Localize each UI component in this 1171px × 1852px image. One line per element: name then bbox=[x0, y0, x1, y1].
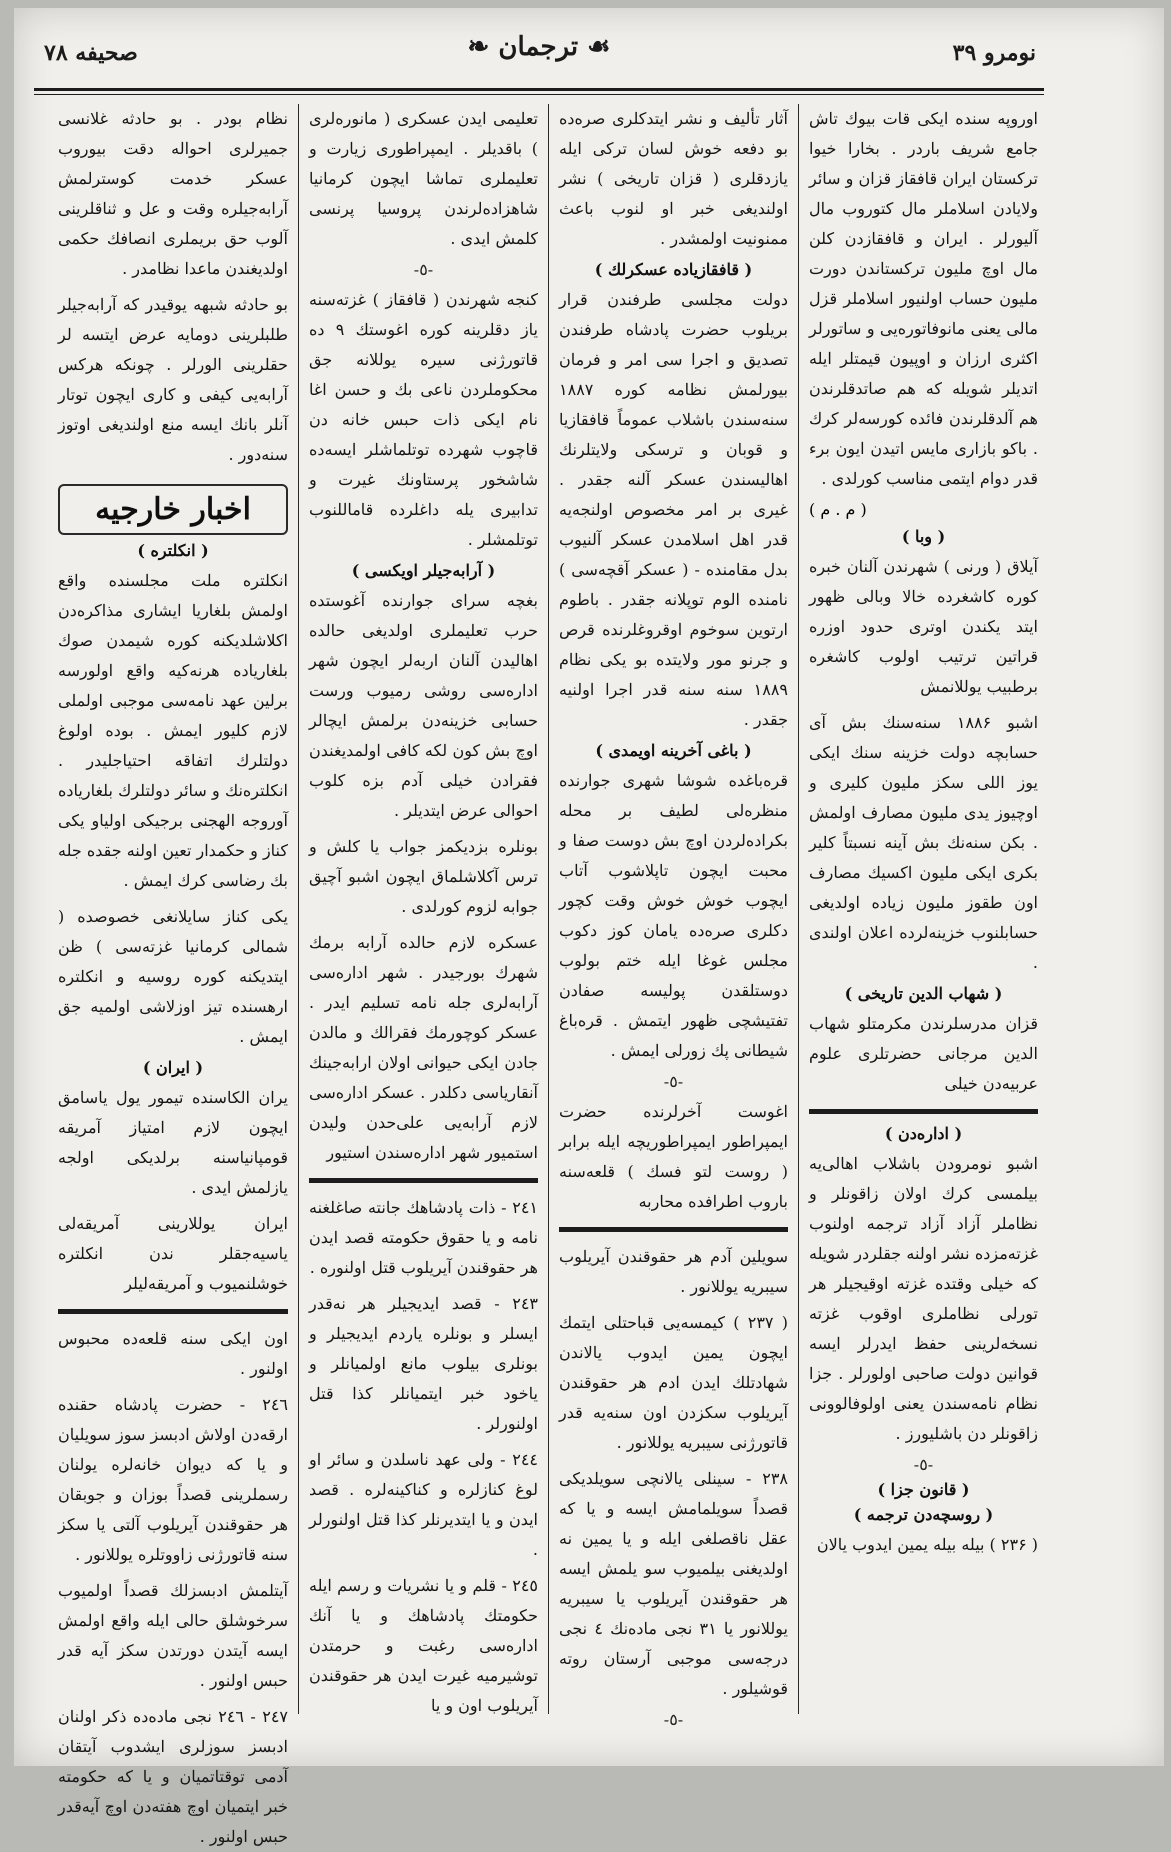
heading-waba: ( وبا ) bbox=[901, 527, 946, 546]
article-iran-rail: یران الکاسنده تیمور یول یاسامق ایچون لازم امتیاز آمریقه قومپانیاسنه برلدیکی اولجه یازلمش ایدی . bbox=[58, 1088, 288, 1197]
newspaper-page bbox=[14, 8, 1164, 1846]
article-trade: اوروپه سنده ایکی قات بیوك تاش جامع شریف باردر . بخارا خیوا ترکستان ایران قافقاز قزان و سائر ولایادن اسلاملر مال کتوروب مال آلیورلر . ایران و قافقازدن کلن مال اوچ ملیون ترکستاندن دورت ملیون حساب اولنیور اسلاملر قزل مالی یعنی مانوفاتوره‌یی و ساتورلر اکثری ارزان و اوپیون قیمتلر ایله اتدیلر شویله که هم صاتدقلرندن هم آلدقلرندن فائده کورسه‌لر کرك . باکو بازاری مایس اتیدن ایون برء قدر دوام ایتمی مناسب کورلدی . bbox=[809, 109, 1038, 488]
column-2 bbox=[548, 104, 798, 1729]
masthead bbox=[34, 26, 1044, 84]
article-law-a: سویلین آدم هر حقوقندن آیریلوب سیبریه یوللانور . bbox=[559, 1247, 788, 1296]
article-maneuvers: تعلیمی ایدن عسکری ( مانوره‌لری ) باقدیلر . ایمپراطوری زیارت و تعلیملری تماشا ایچون کرمانیا شاهزاده‌لرندن پروسیا پرنسی کلمش ایدی . bbox=[309, 109, 538, 248]
divider: -٥- bbox=[913, 1455, 934, 1474]
column-1 bbox=[798, 104, 1048, 1714]
heading-rus: ( روسچه‌دن ترجمه ) bbox=[853, 1505, 994, 1524]
article-243: ۲٤۳ - قصد ایدیجیلر هر نه‌قدر ایسلر و بونلره یاردم ایدیجیلر و بونلری بیلوب مانع اولمیانلر و یاخود خبر ایتمیانلر کذا قتل اولنورلر . bbox=[309, 1294, 538, 1433]
article-araba-1: بغچه سرای جوارنده آغوستده حرب تعلیملری اولدیغی حالده اهالیدن آلنان اربه‌لر ایچون شهر اداره‌سی روشی رمیوب ورست حسابی خزینه‌دن برلمش ایچالر اوچ بش کون لکه کافی اولمدیغندن فقرادن خیلی آدم بزه کلوب احوالی عرض ایتدیلر . bbox=[309, 591, 538, 820]
divider: -٥- bbox=[413, 260, 434, 279]
article-law-b: اون ایکی سنه قلعه‌ده محبوس اولنور . bbox=[58, 1329, 288, 1378]
article-bulgaria: انکلتره ملت مجلسنده واقع اولمش بلغاریا ایشاری مذاکره‌دن اکلاشلدیکنه کوره شیمدن صوك بلغاریاده هرنه‌کیه واقع اولورسه برلین عهد نامه‌سی موجبی اولملی لازم کلیور ایمش . بوده اولوغ دولتلرك اتفاقه احتیاجلیدر . انکلتره‌نك و سائر دولتلرك بلغاریاده آوروجه الهجنی برجیکی اولیاو یکی کناز و حکمدار تعین اولنه جقده جله بك رضاسی کرك ایمش . bbox=[58, 571, 288, 890]
article-237: ( ۲۳۷ ) کیمسه‌یی قباحتلی ایتمك ایچون یمین ایدوب یالاندن شهادتلك ایدن ادم هر حقوقندن آیریلوب سکزدن اون سنه‌یه قدر قاتورژنی سیبریه یوللانور . bbox=[559, 1313, 789, 1452]
article-244: ۲٤٤ - ولی عهد ناسلدن و سائر او لوغ کنازلره و کناکینه‌لره . قصد ایدن و یا ایتدیرنلر کذا قتل اولنورلر . bbox=[309, 1450, 538, 1559]
heading-shihab: ( شهاب الدین تاریخی ) bbox=[844, 984, 1003, 1003]
signature: ( م . م ) bbox=[809, 500, 867, 519]
heading-kanun: ( قانون جزا ) bbox=[877, 1480, 970, 1499]
heading-akhira: ( باغی آخرینه اویمدی ) bbox=[595, 741, 752, 760]
article-236: ( ۲۳۶ ) بیله بیله یمین ایدوب یالان bbox=[816, 1535, 1038, 1554]
article-245: ۲٤٥ - قلم و یا نشریات و رسم ایله حکومتك پادشاهك و یا آنك اداره‌سی رغبت و حرمتدن توشیرمیه غیرت ایدن هر حقوقندن آیریلوب اون و یا bbox=[309, 1576, 538, 1715]
section-rule bbox=[559, 1227, 788, 1232]
article-ganja: کنجه شهرندن ( قافقاز ) غزته‌سنه یاز دقلرینه کوره اغوستك ۹ ده قاتورژنی سیره یوللانه جق محکوملردن ناعی بك و حسن اغا نام ایکی ذات حبس خانه دن قاچوب شهرده توتلماشلر ایسه‌ده شاشخور پرستاونك غیرت و تدابیری یله داغلرده قاماللنوب توتلمشلر . bbox=[309, 290, 538, 549]
newspaper-title bbox=[468, 32, 611, 62]
masthead-rule bbox=[34, 88, 1044, 91]
heading-idare: ( اداره‌دن ) bbox=[884, 1124, 963, 1143]
ornament-right-icon: ❧ bbox=[467, 32, 490, 62]
divider: -٥- bbox=[663, 1710, 684, 1729]
section-rule bbox=[58, 1309, 288, 1314]
title-text: ترجمان bbox=[498, 32, 579, 62]
section-rule bbox=[309, 1178, 538, 1183]
column-3 bbox=[298, 104, 548, 1714]
masthead-rule-thin bbox=[34, 94, 1044, 95]
columns bbox=[48, 104, 1048, 1846]
article-new-prince: یکی کناز سایلانغی خصوصده ( شمالی کرمانیا غزته‌سی ) ظن ایتدیکنه کوره روسیه و انکلتره ارهسنده تیز اوزلاشی اولمیه جق ایمش . bbox=[58, 907, 288, 1046]
divider: -٥- bbox=[663, 1072, 684, 1091]
article-karabagh: قره‌باغده شوشا شهری جوارنده منظره‌لی لطیف بر محله بکراده‌لردن اوچ بش دوست صفا و محبت ایچون تاپلاشوب آتاب ایچوب خوش خوش وقت کچور دکلری صره‌ده یامان کوز دکوب مجلس غوغا ایله ختم بولوب دوستلقدن پولیسه صفادن تفتیشچی ظهور ایتمش . قره‌باغ شیطانی پك زورلی ایمش . bbox=[559, 771, 788, 1060]
page-number: صحیفه ۷۸ bbox=[44, 40, 138, 66]
article-askerlik: دولت مجلسی طرفندن قرار بریلوب حضرت پادشاه طرفندن تصدیق و اجرا سی امر و فرمان بیورلمش نظامه کوره ۱۸۸۷ سنه‌سندن باشلاب عموماً قافقازیا و قوبان و ترسکی ولایتلرنك اهالیسندن عسکر آلنه جقدر . غیری بر امر مخصوص اولنجه‌یه قدر اهل اسلامدن عسکر آلنیوب بدل مقامنده - ( عسکر آقچه‌سی ) نامنده الوم توپلانه جقدر . باطوم ارتوین سوخوم اوقروغلرنده قرص و جرنو مور ولایتده بو یکی نظام ۱۸۸۹ سنه سنه قدر اجرا اولنیه جقدر . bbox=[559, 290, 788, 729]
article-araba-2: بونلره بزدیکمز جواب یا کلش و ترس آکلاشلماق ایچون اشبو آچیق جوابه لزوم کورلدی . bbox=[309, 837, 538, 916]
article-247: ۲٤۷ - ۲٤٦ نجی ماده‌ده ذکر اولنان ادبسز سوزلری ایشدوب آیتقان آدمی توقتاتمیان و یا که حکومته خبر ایتمیان اوچ هفته‌دن اوچ آیه‌قدر حبس اولنور . bbox=[58, 1707, 288, 1846]
article-treasury: اشبو ۱۸۸۶ سنه‌سنك بش آی حسابچه دولت خزینه سنك ایکی یوز اللی سکز ملیون کلیری و اوچیوز یدی ملیون مصارف اولمش . بکن سنه‌نك بش آینه نسبتاً کلیر بکری ایکی ملیون اکسیك مصارف اون طقوز ملیون زیاده اولدیغی حسابلنوب خزینه‌لرده اعلان اولندی . bbox=[809, 713, 1039, 972]
article-araba-5: بو حادثه شبهه یوقیدر که آرابه‌جیلر طلبلرینی دومایه عرض ایتسه لر حقلرینی الورلر . چونکه هرکس آرابه‌یی کیفی و کاری ایچون توتار آنلر بانك ایسه منع اولندیغی اوتوز سنه‌دور . bbox=[58, 295, 288, 464]
article-kazan-history: آثار تألیف و نشر ایتدکلری صره‌ده بو دفعه خوش لسان ترکی ایله یازدقلری ( قزان تاریخی ) نشر اولندیغی خبر او لنوب باعث ممنونیت اولمشدر . bbox=[559, 109, 788, 248]
heading-foreign-news: اخبار خارجیه bbox=[58, 484, 288, 535]
heading-england: ( انکلتره ) bbox=[137, 541, 209, 560]
article-246b: آیتلمش ادبسزلك قصداً اولمیوب سرخوشلق حالی ایله واقع اولمش ایسه آیتدن دورتدن سکز آیه قدر حبس اولنور . bbox=[58, 1581, 288, 1690]
article-shihab: قزان مدرسلرندن مکرمتلو شهاب الدین مرجانی حضرتلری علوم عربیه‌دن خیلی bbox=[809, 1014, 1038, 1093]
article-waba: آیلاق ( ورنی ) شهرندن آلنان خبره کوره کاشغرده خالا وبالی ظهور ایتد یکندن اوتری حدود اوزره قراتین ترتیب اولوب کاشغره برطبیب یوللانمش bbox=[809, 557, 1038, 696]
issue-number: نومرو ۳۹ bbox=[952, 40, 1036, 66]
article-246: ۲٤٦ - حضرت پادشاه حقنده ارقه‌دن اولاش ادبسز سوز سویلیان و یا که دیوان خانه‌لره یولنان رسملرینی قصداً بوزان و جوبقان هر حقوقندن آیریلوب آلتی یا سکز سنه قاتورژنی زاووتلره یوللانور . bbox=[58, 1395, 288, 1564]
article-emperor: اغوست آخرلرنده حضرت ایمپراطور ایمپراطوریچه ایله برابر ( روست لتو فسك ) قلعه‌سنه باروب اطرافده محاربه bbox=[559, 1102, 788, 1211]
article-241: ۲٤۱ - ذات پادشاهك جانته صاغلغنه نامه و یا حقوق حکومته قصد ایدن هر حقوقندن آیریلوب قتل اولنوره . bbox=[309, 1198, 538, 1277]
article-idare: اشبو نومرودن باشلاب اهالی‌یه بیلمسی کرك اولان زاقونلر و نظاملر آزاد آزاد ترجمه اولنوب غزته‌مزده نشر اولنه جقلردر شویله که خیلی وقتده غزته اوقیجیلر هر تورلی نظاملری اوقوب غزته نسخه‌لرینی حفظ ایدرلر ایسه قوانین دولت صاحبی اولورلر . جزا نظام نامه‌سندن یعنی اولوفالوونی زاقونلر دن باشلیورز . bbox=[809, 1154, 1038, 1443]
article-araba-3: عسکره لازم حالده آرابه برمك شهرك بورجیدر . شهر اداره‌سی آرابه‌لری جله نامه تسلیم ایدر . عسکر کوچورمك فقرالك و مالدن جادن ایکی حیوانی اولان ارابه‌جینك آنقاریاسی دکلدر . عسکر اداره‌سی لازم آرابه‌یی علی‌حدن ولیدن استمیور شهر اداره‌سندن استیور bbox=[309, 933, 538, 1162]
heading-iran: ( ایران ) bbox=[142, 1058, 204, 1077]
article-araba-4: نظام بودر . بو حادثه غلانسی جمیرلری احواله دقت بیوروب عسکر خدمت کوسترلمش آرابه‌جیلره وقت و عل و ثناقلرینی آلوب حق بریملری انصافك حکمی اولدیغندن ماعدا نظامدر . bbox=[58, 109, 288, 278]
ornament-left-icon: ☙ bbox=[587, 32, 611, 62]
heading-askerlik: ( قافقازیاده عسکرلك ) bbox=[594, 260, 753, 279]
section-rule bbox=[809, 1109, 1038, 1114]
article-238: ۲۳۸ - سینلی یالانچی سویلدیکی قصداً سویلمامش ایسه و یا که عقل ناقصلغی ایله و یا یمین نه اولدیغنی بیلمیوب سو یلمش ایسه هر حقوقندن آیریلوب یا سیبریه یوللانور یا ۳۱ نجی ماده‌نك ٤ نجی درجه‌سی موجبی آرستان روته قوشیلور . bbox=[559, 1469, 788, 1698]
column-4 bbox=[48, 104, 298, 1846]
heading-araba: ( آرابه‌جیلر اویکسی ) bbox=[351, 561, 496, 580]
article-iran-roads: ایران یوللارینی آمریقه‌لی یاسیه‌جقلر ندن انکلتره خوشلنمیوب و آمریقه‌لیلر bbox=[58, 1214, 288, 1293]
